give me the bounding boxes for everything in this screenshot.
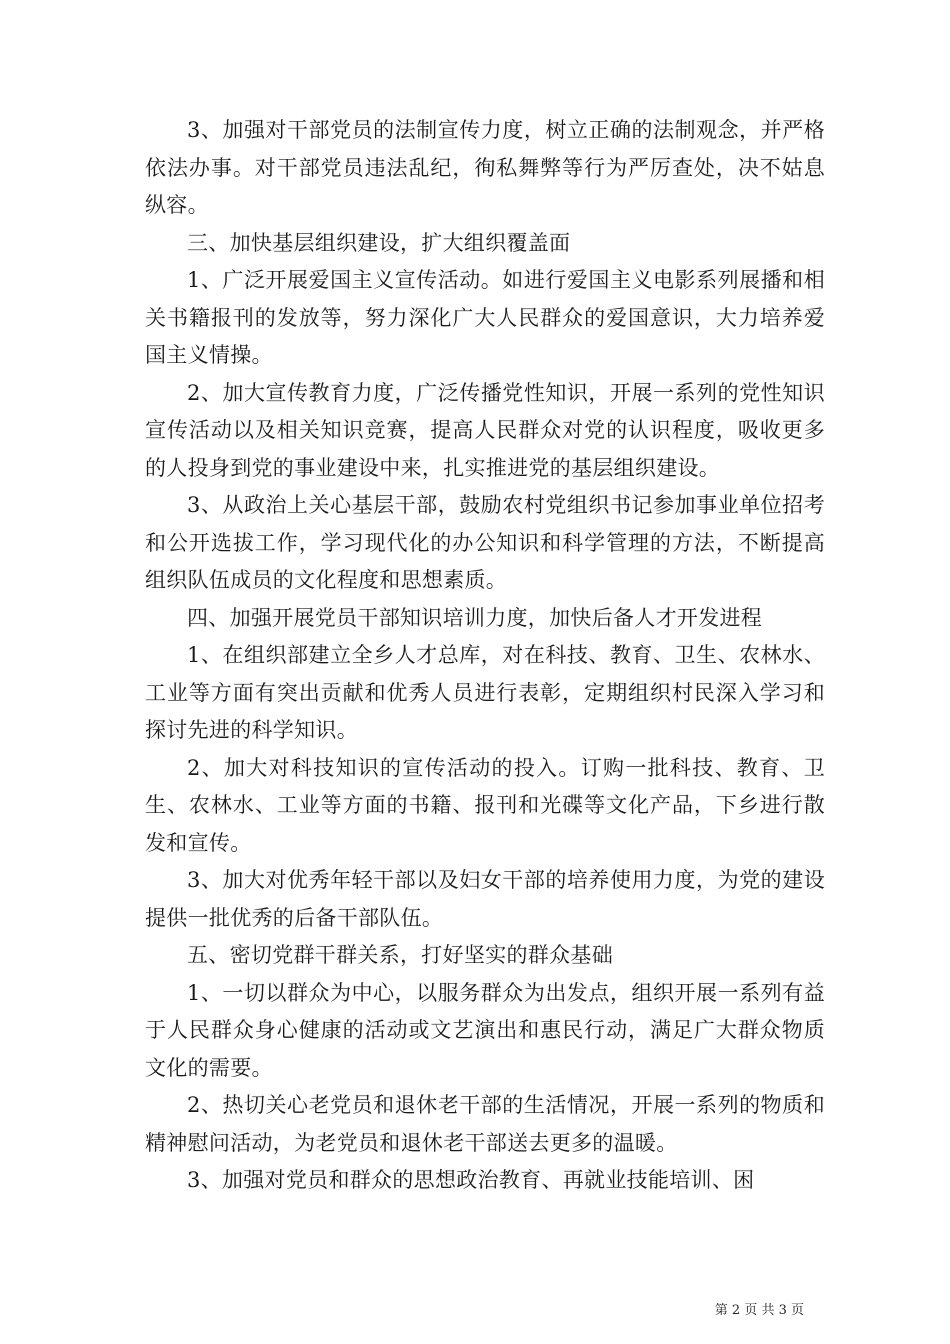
- document-body: [145, 112, 825, 1200]
- paragraph-4-1: 1、在组织部建立全乡人才总库，对在科技、教育、卫生、农林水、工业等方面有突出贡献和优秀人员进行表彰，定期组织村民深入学习和探讨先进的科学知识。: [145, 643, 825, 742]
- paragraph-1: 3、加强对干部党员的法制宣传力度，树立正确的法制观念，并严格依法办事。对干部党员违法乱纪，徇私舞弊等行为严厉查处，决不姑息纵容。: [145, 118, 825, 217]
- paragraph-3-3: 3、从政治上关心基层干部，鼓励农村党组织书记参加事业单位招考和公开选拔工作，学习现代化的办公知识和科学管理的方法，不断提高组织队伍成员的文化程度和思想素质。: [145, 493, 825, 592]
- paragraph-4-2: 2、加大对科技知识的宣传活动的投入。订购一批科技、教育、卫生、农林水、工业等方面的书籍、报刊和光碟等文化产品，下乡进行散发和宣传。: [145, 755, 825, 855]
- paragraph-5-2: 2、热切关心老党员和退休老干部的生活情况，开展一系列的物质和精神慰问活动，为老党员和退休老干部送去更多的温暖。: [145, 1093, 825, 1155]
- section-heading-5: 五、密切党群干群关系，打好坚实的群众基础: [187, 943, 613, 967]
- page-number-footer: 第 2 页 共 3 页: [714, 1303, 804, 1318]
- paragraph-4-3: 3、加大对优秀年轻干部以及妇女干部的培养使用力度，为党的建设提供一批优秀的后备干部队伍。: [145, 868, 825, 930]
- section-heading-3: 三、加快基层组织建设，扩大组织覆盖面: [187, 230, 571, 255]
- paragraph-5-1: 1、一切以群众为中心，以服务群众为出发点，组织开展一系列有益于人民群众身心健康的活动或文艺演出和惠民行动，满足广大群众物质文化的需要。: [145, 980, 825, 1080]
- paragraph-3-1: 1、广泛开展爱国主义宣传活动。如进行爱国主义电影系列展播和相关书籍报刊的发放等，努力深化广大人民群众的爱国意识，大力培养爱国主义情操。: [145, 268, 825, 367]
- paragraph-3-2: 2、加大宣传教育力度，广泛传播党性知识，开展一系列的党性知识宣传活动以及相关知识竞赛，提高人民群众对党的认识程度，吸收更多的人投身到党的事业建设中来，扎实推进党的基层组织建设。: [145, 380, 825, 480]
- paragraph-5-3: 3、加强对党员和群众的思想政治教育、再就业技能培训、困: [187, 1168, 755, 1192]
- section-heading-4: 四、加强开展党员干部知识培训力度，加快后备人才开发进程: [187, 605, 763, 630]
